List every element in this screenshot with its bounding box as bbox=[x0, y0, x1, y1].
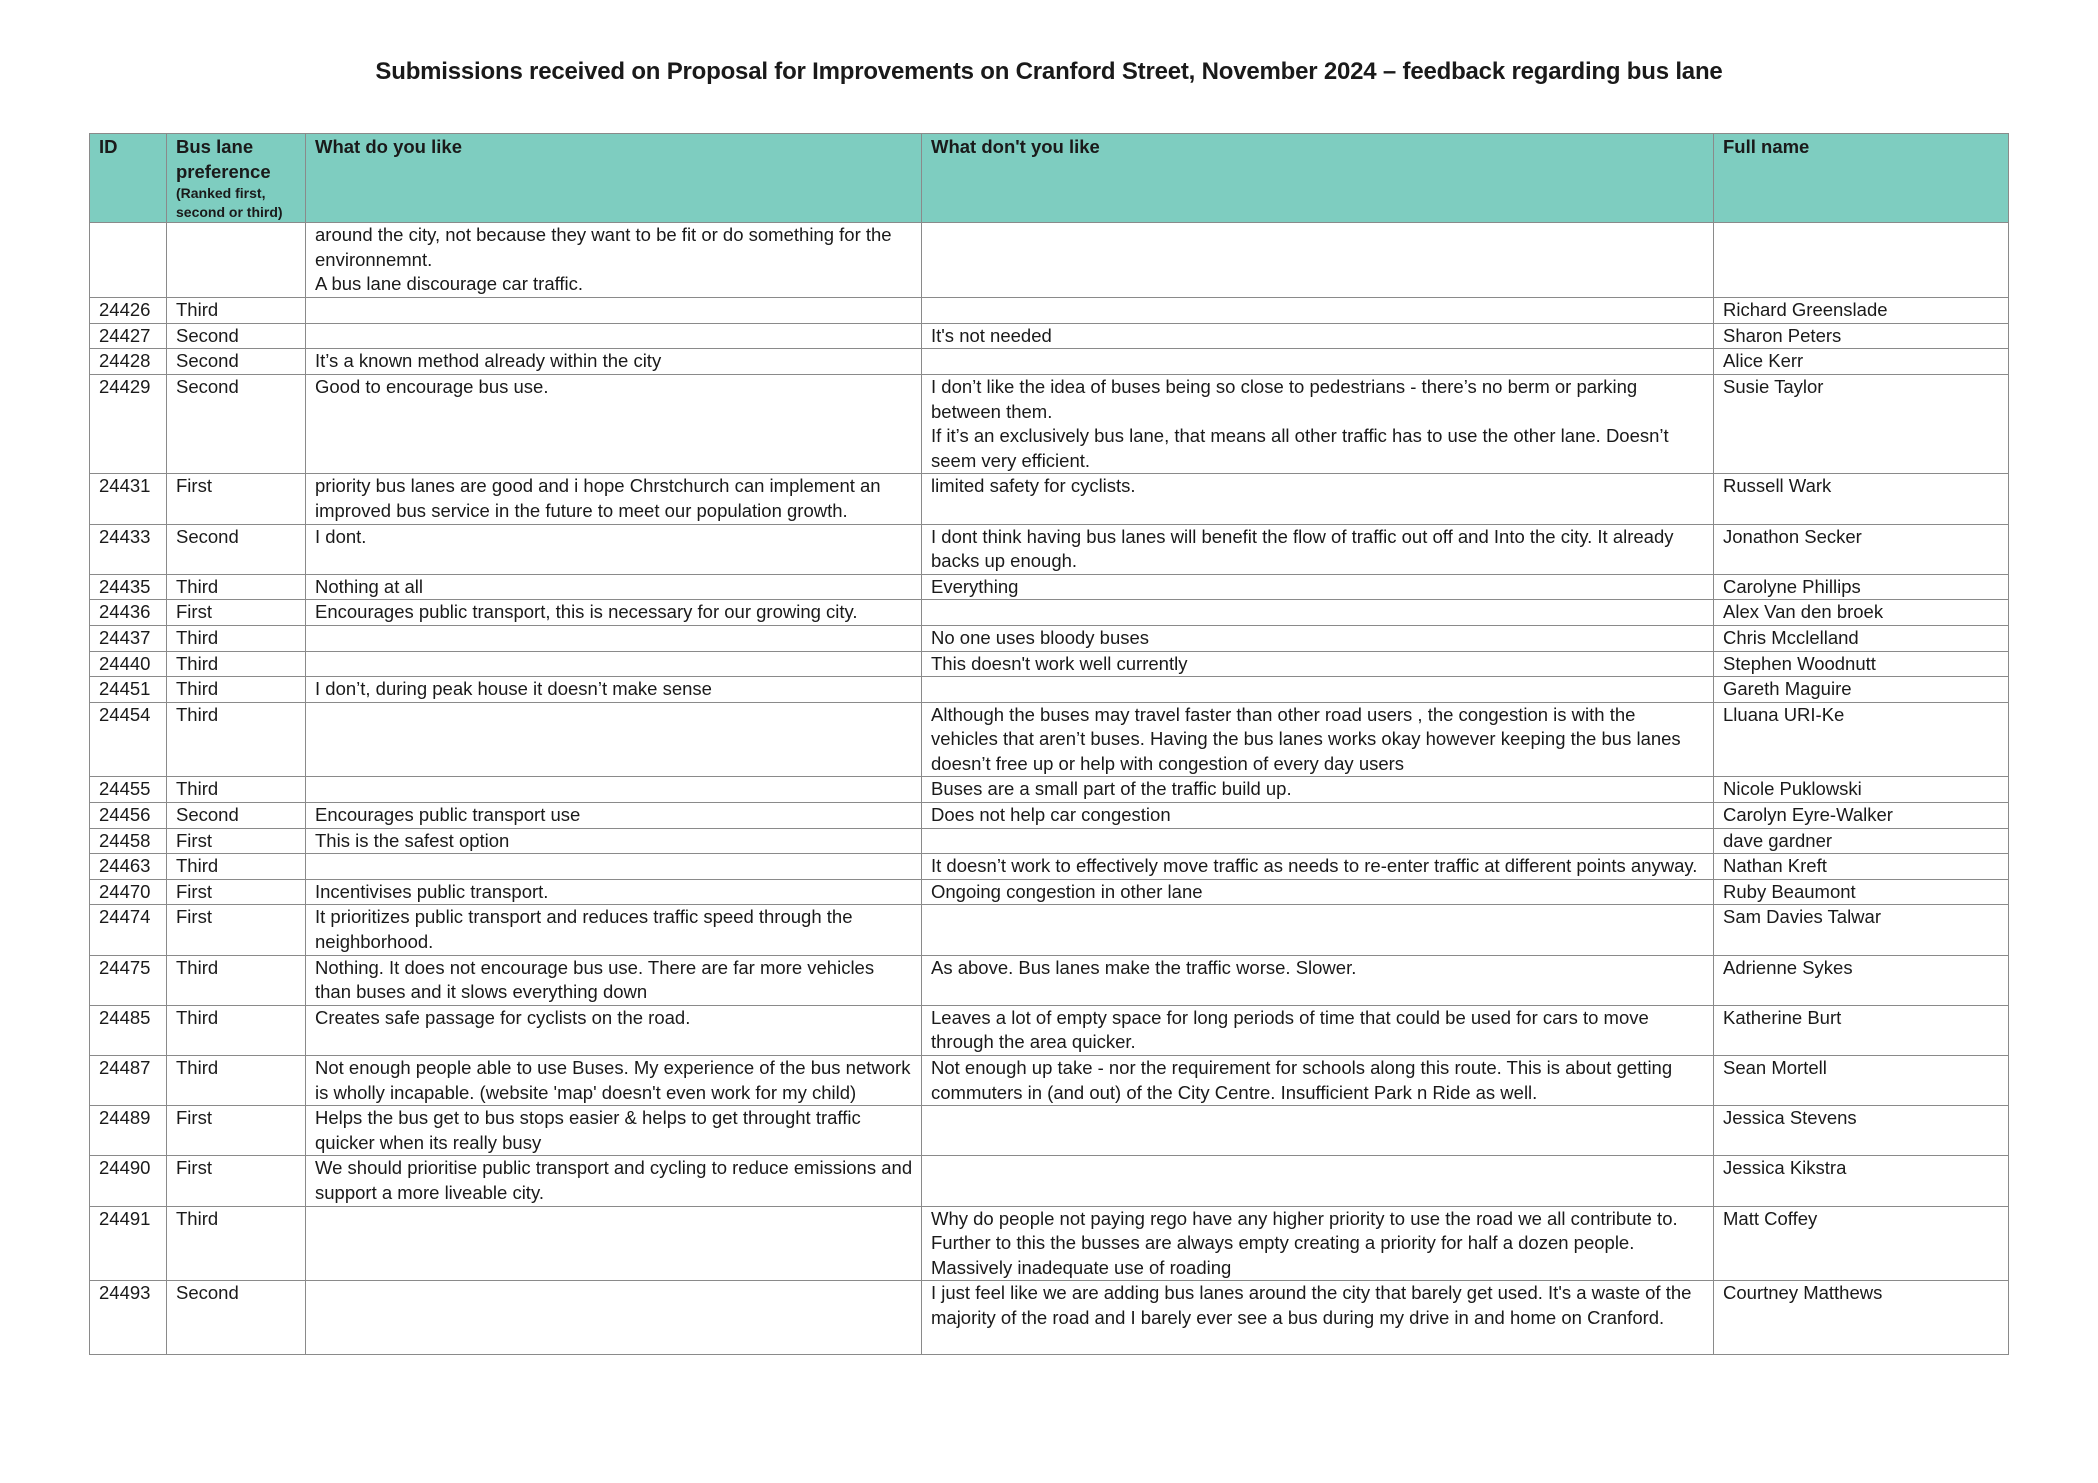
cell-like: It prioritizes public transport and reduces traffic speed through the neighborhood. bbox=[306, 905, 922, 955]
cell-preference: First bbox=[167, 474, 306, 524]
cell-like: Not enough people able to use Buses. My experience of the bus network is wholly incapable. (website 'map' doesn't even work for my child) bbox=[306, 1056, 922, 1106]
cell-id: 24485 bbox=[90, 1005, 167, 1055]
cell-dislike: Ongoing congestion in other lane bbox=[922, 879, 1714, 905]
cell-name: Richard Greenslade bbox=[1714, 298, 2009, 324]
table-row bbox=[90, 955, 2009, 1005]
cell-id: 24436 bbox=[90, 600, 167, 626]
cell-name: Lluana URI-Ke bbox=[1714, 702, 2009, 777]
cell-like: I don’t, during peak house it doesn’t make sense bbox=[306, 677, 922, 703]
table-row bbox=[90, 323, 2009, 349]
cell-id: 24435 bbox=[90, 574, 167, 600]
table-row bbox=[90, 803, 2009, 829]
cell-preference: Third bbox=[167, 1206, 306, 1281]
cell-name: Adrienne Sykes bbox=[1714, 955, 2009, 1005]
table-row bbox=[90, 223, 2009, 298]
cell-like bbox=[306, 854, 922, 880]
table-row bbox=[90, 702, 2009, 777]
cell-id: 24470 bbox=[90, 879, 167, 905]
cell-name: Alice Kerr bbox=[1714, 349, 2009, 375]
cell-preference: Second bbox=[167, 374, 306, 473]
table-row bbox=[90, 828, 2009, 854]
cell-dislike: It's not needed bbox=[922, 323, 1714, 349]
cell-preference: Third bbox=[167, 955, 306, 1005]
cell-id: 24427 bbox=[90, 323, 167, 349]
cell-name: Sam Davies Talwar bbox=[1714, 905, 2009, 955]
cell-dislike bbox=[922, 1156, 1714, 1206]
cell-preference: Third bbox=[167, 298, 306, 324]
cell-preference: Third bbox=[167, 1005, 306, 1055]
cell-id: 24433 bbox=[90, 524, 167, 574]
document-title: Submissions received on Proposal for Improvements on Cranford Street, November 2024 – feedback regarding bus lane bbox=[375, 58, 1723, 85]
cell-id: 24429 bbox=[90, 374, 167, 473]
table-row bbox=[90, 1005, 2009, 1055]
cell-preference: Third bbox=[167, 574, 306, 600]
cell-preference: Second bbox=[167, 323, 306, 349]
cell-preference bbox=[167, 223, 306, 298]
cell-preference: Second bbox=[167, 349, 306, 375]
table-row bbox=[90, 1056, 2009, 1106]
cell-like bbox=[306, 1206, 922, 1281]
cell-dislike: Why do people not paying rego have any higher priority to use the road we all contribute to. Further to this the busses are always empty creating a priority for half a dozen people. Massively inadequate use of roading bbox=[922, 1206, 1714, 1281]
cell-like bbox=[306, 1281, 922, 1355]
cell-id: 24454 bbox=[90, 702, 167, 777]
table-row bbox=[90, 677, 2009, 703]
cell-name: Carolyne Phillips bbox=[1714, 574, 2009, 600]
table-row bbox=[90, 574, 2009, 600]
cell-name: Katherine Burt bbox=[1714, 1005, 2009, 1055]
cell-preference: Third bbox=[167, 1056, 306, 1106]
cell-preference: Third bbox=[167, 702, 306, 777]
cell-id: 24455 bbox=[90, 777, 167, 803]
header-dislike: What don't you like bbox=[922, 134, 1714, 223]
cell-preference: First bbox=[167, 1106, 306, 1156]
cell-like: Nothing at all bbox=[306, 574, 922, 600]
submissions-table bbox=[89, 133, 2009, 1355]
cell-preference: Second bbox=[167, 524, 306, 574]
cell-name: Jonathon Secker bbox=[1714, 524, 2009, 574]
cell-dislike: As above. Bus lanes make the traffic worse. Slower. bbox=[922, 955, 1714, 1005]
table-row bbox=[90, 474, 2009, 524]
cell-like: Creates safe passage for cyclists on the road. bbox=[306, 1005, 922, 1055]
cell-like: Encourages public transport use bbox=[306, 803, 922, 829]
cell-name: Chris Mcclelland bbox=[1714, 625, 2009, 651]
cell-preference: First bbox=[167, 828, 306, 854]
header-preference-label: Bus lane preference bbox=[176, 136, 271, 182]
cell-dislike: Buses are a small part of the traffic build up. bbox=[922, 777, 1714, 803]
table-row bbox=[90, 1206, 2009, 1281]
cell-id: 24475 bbox=[90, 955, 167, 1005]
cell-like: Encourages public transport, this is necessary for our growing city. bbox=[306, 600, 922, 626]
cell-name: dave gardner bbox=[1714, 828, 2009, 854]
cell-preference: Third bbox=[167, 777, 306, 803]
cell-name: Jessica Kikstra bbox=[1714, 1156, 2009, 1206]
header-preference-note: (Ranked first, second or third) bbox=[176, 185, 283, 221]
cell-like bbox=[306, 702, 922, 777]
cell-dislike bbox=[922, 677, 1714, 703]
cell-preference: Third bbox=[167, 625, 306, 651]
cell-dislike bbox=[922, 600, 1714, 626]
cell-dislike bbox=[922, 905, 1714, 955]
cell-id: 24490 bbox=[90, 1156, 167, 1206]
cell-dislike: Although the buses may travel faster than other road users , the congestion is with the vehicles that aren’t buses. Having the bus lanes works okay however keeping the bus lanes doesn’t free up or help with congestion of every day users bbox=[922, 702, 1714, 777]
cell-name: Sean Mortell bbox=[1714, 1056, 2009, 1106]
cell-name: Carolyn Eyre-Walker bbox=[1714, 803, 2009, 829]
table-row bbox=[90, 879, 2009, 905]
cell-id: 24456 bbox=[90, 803, 167, 829]
cell-like bbox=[306, 777, 922, 803]
table-row bbox=[90, 777, 2009, 803]
cell-name: Sharon Peters bbox=[1714, 323, 2009, 349]
cell-dislike: Does not help car congestion bbox=[922, 803, 1714, 829]
table-row bbox=[90, 600, 2009, 626]
cell-preference: Third bbox=[167, 677, 306, 703]
table-row bbox=[90, 854, 2009, 880]
cell-name: Gareth Maguire bbox=[1714, 677, 2009, 703]
cell-like: We should prioritise public transport and cycling to reduce emissions and support a more liveable city. bbox=[306, 1156, 922, 1206]
cell-dislike: Everything bbox=[922, 574, 1714, 600]
cell-id: 24491 bbox=[90, 1206, 167, 1281]
cell-like: priority bus lanes are good and i hope Chrstchurch can implement an improved bus service in the future to meet our population growth. bbox=[306, 474, 922, 524]
cell-like: Nothing. It does not encourage bus use. There are far more vehicles than buses and it slows everything down bbox=[306, 955, 922, 1005]
table-header-row bbox=[90, 134, 2009, 223]
cell-like: I dont. bbox=[306, 524, 922, 574]
cell-dislike bbox=[922, 828, 1714, 854]
cell-like bbox=[306, 298, 922, 324]
cell-name: Jessica Stevens bbox=[1714, 1106, 2009, 1156]
cell-preference: Second bbox=[167, 1281, 306, 1355]
cell-dislike: limited safety for cyclists. bbox=[922, 474, 1714, 524]
cell-id: 24463 bbox=[90, 854, 167, 880]
cell-dislike bbox=[922, 223, 1714, 298]
cell-dislike: This doesn't work well currently bbox=[922, 651, 1714, 677]
cell-preference: First bbox=[167, 905, 306, 955]
cell-preference: First bbox=[167, 600, 306, 626]
cell-like: Good to encourage bus use. bbox=[306, 374, 922, 473]
cell-like: Incentivises public transport. bbox=[306, 879, 922, 905]
cell-dislike bbox=[922, 349, 1714, 375]
cell-id: 24489 bbox=[90, 1106, 167, 1156]
cell-id: 24451 bbox=[90, 677, 167, 703]
cell-dislike bbox=[922, 1106, 1714, 1156]
cell-name: Alex Van den broek bbox=[1714, 600, 2009, 626]
cell-preference: Second bbox=[167, 803, 306, 829]
table-row bbox=[90, 1106, 2009, 1156]
cell-preference: Third bbox=[167, 854, 306, 880]
cell-name: Susie Taylor bbox=[1714, 374, 2009, 473]
cell-like: It’s a known method already within the city bbox=[306, 349, 922, 375]
cell-like: around the city, not because they want to be fit or do something for the environnemnt. A bus lane discourage car traffic. bbox=[306, 223, 922, 298]
cell-id: 24487 bbox=[90, 1056, 167, 1106]
cell-preference: Third bbox=[167, 651, 306, 677]
cell-name: Ruby Beaumont bbox=[1714, 879, 2009, 905]
cell-dislike: Leaves a lot of empty space for long periods of time that could be used for cars to move through the area quicker. bbox=[922, 1005, 1714, 1055]
table-row bbox=[90, 374, 2009, 473]
cell-dislike: It doesn’t work to effectively move traffic as needs to re-enter traffic at different points anyway. bbox=[922, 854, 1714, 880]
header-preference bbox=[167, 134, 306, 223]
cell-id: 24426 bbox=[90, 298, 167, 324]
cell-id bbox=[90, 223, 167, 298]
cell-dislike: Not enough up take - nor the requirement for schools along this route. This is about getting commuters in (and out) of the City Centre. Insufficient Park n Ride as well. bbox=[922, 1056, 1714, 1106]
cell-dislike: I just feel like we are adding bus lanes around the city that barely get used. It's a waste of the majority of the road and I barely ever see a bus during my drive in and home on Cranford. bbox=[922, 1281, 1714, 1355]
cell-name: Matt Coffey bbox=[1714, 1206, 2009, 1281]
cell-like bbox=[306, 651, 922, 677]
cell-name bbox=[1714, 223, 2009, 298]
cell-dislike bbox=[922, 298, 1714, 324]
table-row bbox=[90, 349, 2009, 375]
cell-dislike: No one uses bloody buses bbox=[922, 625, 1714, 651]
cell-like bbox=[306, 625, 922, 651]
cell-name: Stephen Woodnutt bbox=[1714, 651, 2009, 677]
header-like: What do you like bbox=[306, 134, 922, 223]
table-body bbox=[90, 223, 2009, 1355]
cell-dislike: I dont think having bus lanes will benefit the flow of traffic out off and Into the city. It already backs up enough. bbox=[922, 524, 1714, 574]
cell-name: Nicole Puklowski bbox=[1714, 777, 2009, 803]
cell-name: Russell Wark bbox=[1714, 474, 2009, 524]
header-name: Full name bbox=[1714, 134, 2009, 223]
cell-preference: First bbox=[167, 1156, 306, 1206]
cell-id: 24437 bbox=[90, 625, 167, 651]
cell-id: 24440 bbox=[90, 651, 167, 677]
header-id: ID bbox=[90, 134, 167, 223]
table-row bbox=[90, 1156, 2009, 1206]
cell-id: 24458 bbox=[90, 828, 167, 854]
cell-name: Courtney Matthews bbox=[1714, 1281, 2009, 1355]
cell-like bbox=[306, 323, 922, 349]
cell-id: 24431 bbox=[90, 474, 167, 524]
cell-like: This is the safest option bbox=[306, 828, 922, 854]
cell-dislike: I don’t like the idea of buses being so close to pedestrians - there’s no berm or parking between them. If it’s an exclusively bus lane, that means all other traffic has to use the other lane. Doesn’t seem very efficient. bbox=[922, 374, 1714, 473]
table-row bbox=[90, 1281, 2009, 1355]
table-row bbox=[90, 298, 2009, 324]
cell-preference: First bbox=[167, 879, 306, 905]
cell-id: 24428 bbox=[90, 349, 167, 375]
cell-id: 24474 bbox=[90, 905, 167, 955]
cell-id: 24493 bbox=[90, 1281, 167, 1355]
cell-like: Helps the bus get to bus stops easier & helps to get throught traffic quicker when its really busy bbox=[306, 1106, 922, 1156]
cell-name: Nathan Kreft bbox=[1714, 854, 2009, 880]
table-row bbox=[90, 651, 2009, 677]
table-row bbox=[90, 905, 2009, 955]
table-row bbox=[90, 524, 2009, 574]
table-row bbox=[90, 625, 2009, 651]
